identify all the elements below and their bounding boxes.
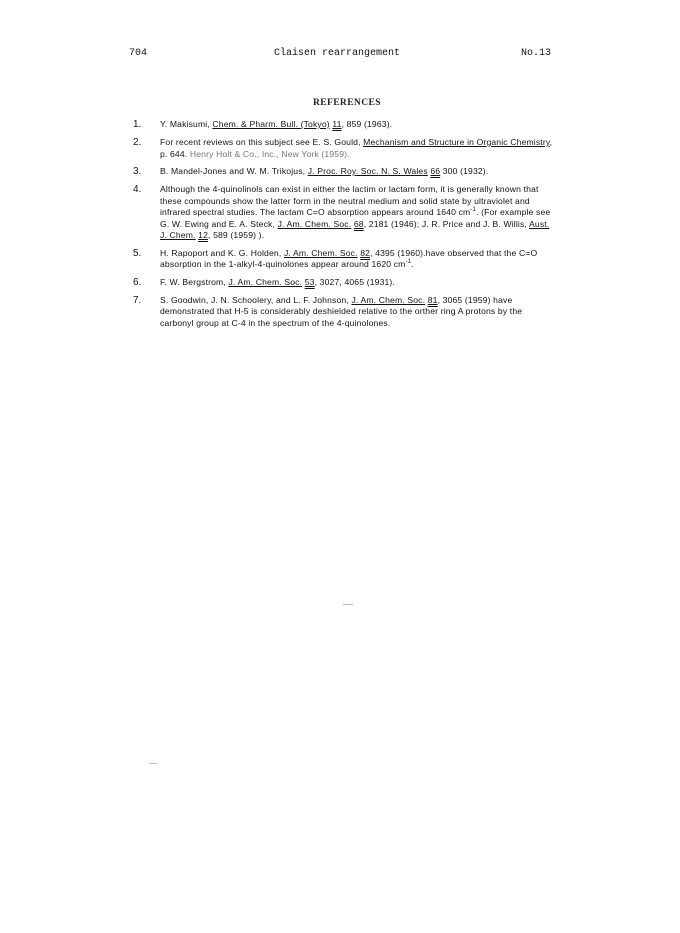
reference-item	[133, 248, 553, 271]
reference-fragment: , 3065 (1959) have demonstrated that H-5 is considerably deshielded relative to the orther ring A protons by the carbonyl group at C-4 in the spectrum of the 4-quinolones.	[160, 294, 523, 328]
reference-number: 7.	[133, 294, 142, 306]
volume-number: 81	[427, 294, 438, 305]
journal-title: J. Am. Chem. Soc.	[351, 294, 426, 305]
journal-title: J. Am. Chem. Soc.	[283, 247, 358, 258]
reference-number: 1.	[133, 119, 142, 130]
scan-speck	[149, 763, 157, 764]
journal-title: J. Am. Chem. Soc.	[277, 218, 352, 229]
page-number: 704	[129, 48, 148, 59]
journal-title: J. Am. Chem. Soc.	[228, 276, 303, 287]
reference-fragment: , 859 (1963).	[341, 119, 393, 129]
reference-text	[160, 184, 553, 242]
superscript: -1	[405, 259, 412, 266]
reference-item	[133, 166, 553, 178]
reference-item	[133, 295, 553, 330]
reference-fragment: For recent reviews on this subject see E. S. Gould,	[160, 137, 364, 147]
reference-number: 4.	[133, 184, 142, 195]
journal-title: Chem. & Pharm. Bull. (Tokyo)	[212, 119, 330, 129]
reference-item	[133, 277, 553, 289]
reference-fragment: B. Mandel-Jones and W. M. Trikojus,	[160, 166, 308, 176]
reference-text	[160, 119, 553, 131]
volume-number: 11	[332, 119, 342, 129]
reference-list	[133, 119, 553, 335]
reference-text	[160, 248, 553, 271]
reference-text	[160, 295, 553, 330]
running-title: Claisen rearrangement	[274, 48, 401, 59]
volume-number: 66	[430, 166, 441, 176]
reference-text	[160, 277, 553, 289]
reference-text	[160, 166, 553, 178]
reference-item	[133, 184, 553, 242]
reference-fragment: , p. 644.	[160, 137, 553, 159]
issue-number: No.13	[521, 48, 552, 59]
reference-fragment: Y. Makisumi,	[160, 119, 213, 129]
reference-item	[133, 137, 553, 160]
volume-number: 82	[360, 247, 371, 258]
volume-number: 12	[198, 230, 208, 240]
scan-speck	[343, 604, 353, 605]
reference-fragment: , 4395 (1960).have observed that the C=O absorption in the 1-alkyl-4-quinolones appear around 1620 cm	[160, 247, 538, 269]
journal-title: Aust. J. Chem.	[160, 218, 550, 240]
reference-number: 3.	[133, 166, 142, 177]
reference-fragment: .	[411, 259, 414, 269]
volume-number: 53	[304, 276, 315, 287]
reference-fragment: H. Rapoport and K. G. Holden,	[160, 247, 284, 258]
reference-fragment: 300 (1932).	[440, 166, 489, 176]
volume-number: 68	[353, 218, 364, 229]
reference-item	[133, 119, 553, 131]
reference-fragment: , 3027, 4065 (1931).	[314, 276, 395, 287]
reference-number: 2.	[133, 137, 142, 148]
reference-fragment: , 2181 (1946); J. R. Price and J. B. Willis,	[363, 218, 530, 229]
reference-number: 6.	[133, 276, 142, 288]
reference-fragment: F. W. Bergstrom,	[160, 276, 229, 287]
journal-title: J. Proc. Roy. Soc. N. S. Wales	[307, 166, 428, 176]
reference-fragment: Henry Holt & Co., Inc., New York (1959).	[189, 148, 350, 159]
reference-fragment: , 589 (1959) ).	[208, 230, 265, 240]
reference-fragment: Although the 4-quinolinols can exist in either the lactim or lactam form, it is generally known that these compounds show the latter form in the neutral medium and solid state by ultraviolet and infrared spectral studies. The lactam C=O absorption appears around 1640 cm	[160, 184, 539, 217]
reference-number: 5.	[133, 247, 142, 259]
reference-fragment: . (For example see G. W. Ewing and E. A. Steck,	[160, 207, 551, 229]
reference-fragment: S. Goodwin, J. N. Schoolery, and L. F. Johnson,	[160, 294, 352, 305]
superscript: -1	[470, 207, 477, 214]
references-heading: REFERENCES	[313, 98, 381, 108]
reference-text	[160, 137, 553, 160]
journal-title: Mechanism and Structure in Organic Chemistry	[363, 137, 550, 147]
